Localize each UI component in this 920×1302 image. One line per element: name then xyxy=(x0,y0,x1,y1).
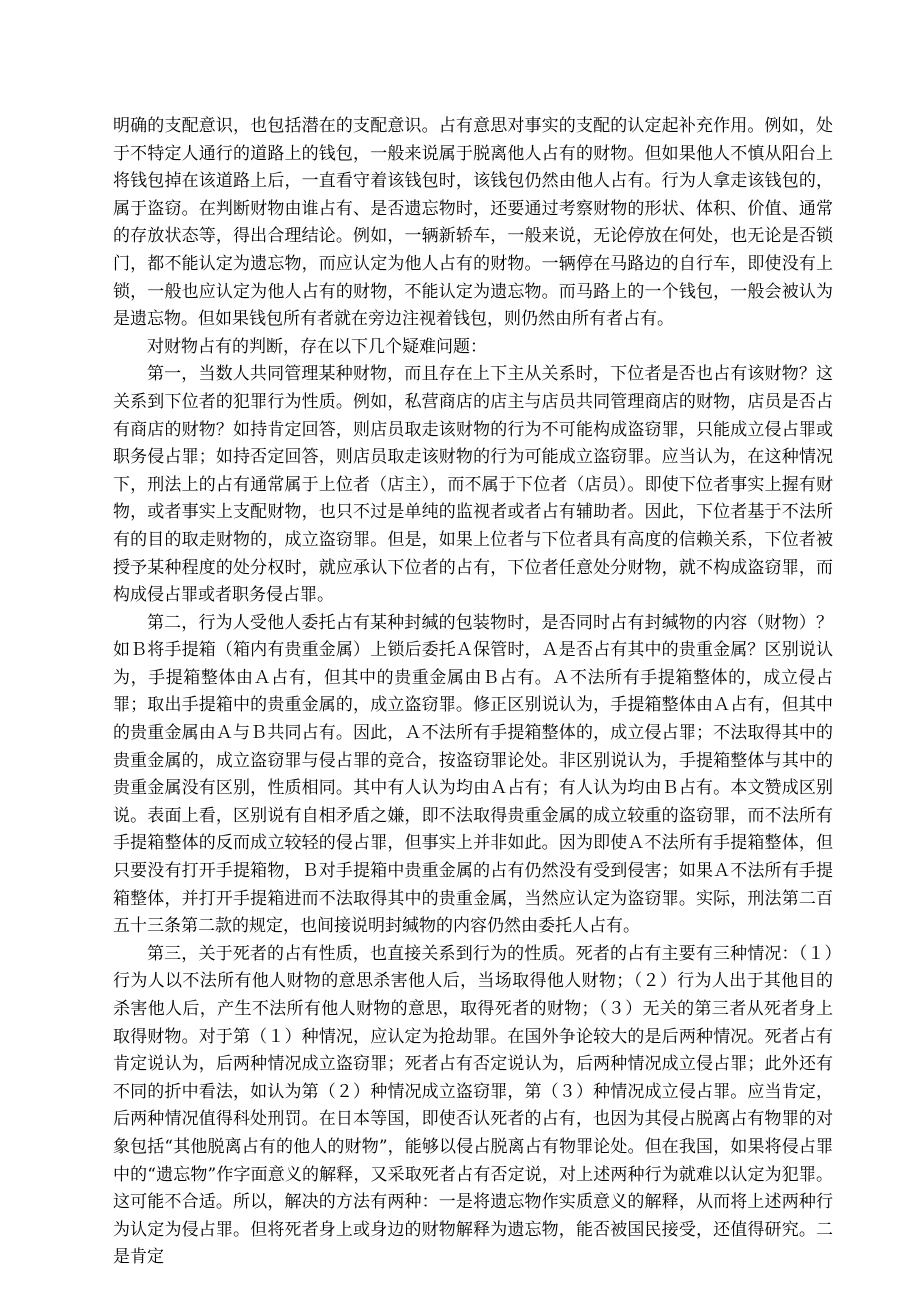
paragraph-2: 对财物占有的判断，存在以下几个疑难问题： xyxy=(147,336,487,357)
paragraph-5: 第三，关于死者的占有性质，也直接关系到行为的性质。死者的占有主要有三种情况：（１）行为人以不法所有他人财物的意思杀害他人后，当场取得他人财物；（２）行为人出于其他目的杀害他人后，产生不法所有他人财物的意思，取得死者的财物；（３）无关的第三者从死者身上取得财物。对于第（１）种情况，应认定为抢劫罪。在国外争论较大的是后两种情况。死者占有肯定说认为，后两种情况成立盗窃罪；死者占有否定说认为，后两种情况成立侵占罪；此外还有不同的折中看法，如认为第（２）种情况成立盗窃罪，第（３）种情况成立侵占罪。应当肯定，后两种情况值得科处刑罚。在日本等国，即使否认死者的占有，也因为其侵占脱离占有物罪的对象包括“其他脱离占有的他人的财物”，能够以侵占脱离占有物罪论处。但在我国，如果将侵占罪中的“遗忘物”作字面意义的解释，又采取死者占有否定说，对上述两种行为就难以认定为犯罪。这可能不合适。所以，解决的方法有两种：一是将遗忘物作实质意义的解释，从而将上述两种行为认定为侵占罪。但将死者身上或身边的财物解释为遗忘物，能否被国民接受，还值得研究。二是肯定 xyxy=(113,943,833,1268)
document-body xyxy=(113,113,833,1272)
paragraph-1: 明确的支配意识，也包括潜在的支配意识。占有意思对事实的支配的认定起补充作用。例如，处于不特定人通行的道路上的钱包，一般来说属于脱离他人占有的财物。但如果他人不慎从阳台上将钱包掉在该道路上后，一直看守着该钱包时，该钱包仍然由他人占有。行为人拿走该钱包的，属于盗窃。在判断财物由谁占有、是否遗忘物时，还要通过考察财物的形状、体积、价值、通常的存放状态等，得出合理结论。例如，一辆新轿车，一般来说，无论停放在何处，也无论是否锁门，都不能认定为遗忘物，而应认定为他人占有的财物。一辆停在马路边的自行车，即使没有上锁，一般也应认定为他人占有的财物，不能认定为遗忘物。而马路上的一个钱包，一般会被认为是遗忘物。但如果钱包所有者就在旁边注视着钱包，则仍然由所有者占有。 xyxy=(113,116,833,330)
paragraph-3: 第一，当数人共同管理某种财物，而且存在上下主从关系时，下位者是否也占有该财物？这关系到下位者的犯罪行为性质。例如，私营商店的店主与店员共同管理商店的财物，店员是否占有商店的财物？如持肯定回答，则店员取走该财物的行为不可能构成盗窃罪，只能成立侵占罪或职务侵占罪；如持否定回答，则店员取走该财物的行为可能成立盗窃罪。应当认为，在这种情况下，刑法上的占有通常属于上位者（店主），而不属于下位者（店员）。即使下位者事实上握有财物，或者事实上支配财物，也只不过是单纯的监视者或者占有辅助者。因此，下位者基于不法所有的目的取走财物的，成立盗窃罪。但是，如果上位者与下位者具有高度的信赖关系，下位者被授予某种程度的处分权时，就应承认下位者的占有，下位者任意处分财物，就不构成盗窃罪，而构成侵占罪或者职务侵占罪。 xyxy=(113,364,833,606)
paragraph-4: 第二，行为人受他人委托占有某种封缄的包装物时，是否同时占有封缄物的内容（财物）？如Ｂ将手提箱（箱内有贵重金属）上锁后委托Ａ保管时，Ａ是否占有其中的贵重金属？区别说认为，手提箱整体由Ａ占有，但其中的贵重金属由Ｂ占有。Ａ不法所有手提箱整体的，成立侵占罪；取出手提箱中的贵重金属的，成立盗窃罪。修正区别说认为，手提箱整体由Ａ占有，但其中的贵重金属由Ａ与Ｂ共同占有。因此，Ａ不法所有手提箱整体的，成立侵占罪；不法取得其中的贵重金属的，成立盗窃罪与侵占罪的竞合，按盗窃罪论处。非区别说认为，手提箱整体与其中的贵重金属没有区别，性质相同。其中有人认为均由Ａ占有；有人认为均由Ｂ占有。本文赞成区别说。表面上看，区别说有自相矛盾之嫌，即不法取得贵重金属的成立较重的盗窃罪，而不法所有手提箱整体的反而成立较轻的侵占罪，但事实上并非如此。因为即使Ａ不法所有手提箱整体，但只要没有打开手提箱物，Ｂ对手提箱中贵重金属的占有仍然没有受到侵害；如果Ａ不法所有手提箱整体，并打开手提箱进而不法取得其中的贵重金属，当然应认定为盗窃罪。实际，刑法第二百五十三条第二款的规定，也间接说明封缄物的内容仍然由委托人占有。 xyxy=(113,612,833,937)
